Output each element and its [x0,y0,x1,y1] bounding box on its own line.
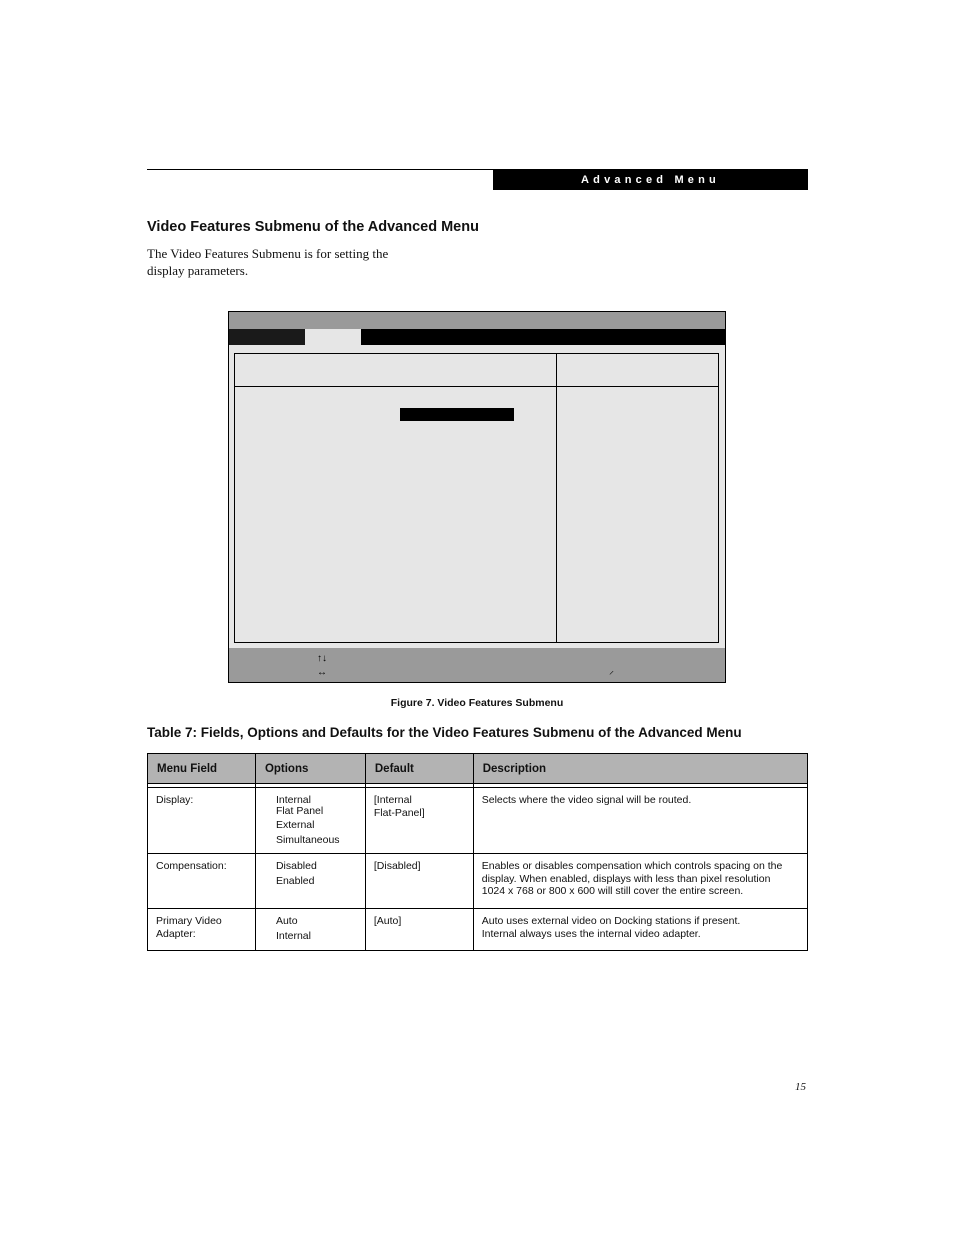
bios-title-bar [229,312,725,329]
bios-menu-item[interactable] [229,329,305,345]
table-row [148,854,808,909]
option-item: Internal [275,929,311,942]
menu-field-cell: Display: [148,788,256,854]
menu-field-line: Adapter: [156,927,196,940]
figure-caption: Figure 7. Video Features Submenu [390,697,564,709]
header-tab: Advanced Menu [493,169,808,190]
column-header: Description [473,754,807,784]
column-header: Options [255,754,365,784]
arrow-left-right-icon: ↔ [317,667,327,678]
option-item: Disabled [275,860,317,872]
description-cell: Selects where the video signal will be routed. [473,788,807,854]
option-item: Simultaneous [275,833,340,846]
column-header: Menu Field [148,754,256,784]
bios-screen [228,311,726,683]
description-line: display. When enabled, displays with less than pixel resolution [481,872,771,885]
bios-help-panel [556,353,719,643]
option-item: Enabled [275,874,315,887]
default-cell [365,788,473,854]
menu-field-line: Primary Video [156,915,222,927]
option-item: Internal [275,794,311,806]
intro-line: The Video Features Submenu is for setting the [147,246,389,261]
bios-footer [229,648,725,682]
options-table [147,753,808,951]
default-cell [365,854,473,909]
description-line: Enables or disables compensation which controls spacing on the [481,860,783,872]
footer-mark: ⸍ [609,670,614,681]
intro-paragraph [147,245,447,279]
bios-settings-panel [234,353,557,643]
default-line: Flat-Panel] [373,806,425,819]
arrow-up-down-icon: ↑↓ [317,653,327,664]
options-cell [255,788,365,854]
description-line: Internal always uses the internal video adapter. [481,927,701,940]
description-cell [473,909,807,951]
bios-selected-field[interactable] [400,408,514,421]
table-header-row [148,754,808,784]
intro-line: display parameters. [147,263,249,278]
table-title: Table 7: Fields, Options and Defaults for the Video Features Submenu of the Advanced Menu [147,725,742,740]
table-row [148,788,808,854]
description-line: Auto uses external video on Docking stations if present. [481,915,741,927]
bios-settings-header [235,354,556,387]
default-line: [Internal [373,794,412,806]
description-cell [473,854,807,909]
menu-field-cell [148,909,256,951]
column-header: Default [365,754,473,784]
options-cell [255,854,365,909]
default-cell [365,909,473,951]
option-item: Flat Panel [275,804,324,817]
bios-help-header [556,354,718,387]
bios-menu-item-active[interactable] [305,329,361,345]
header-rule [147,169,493,170]
option-item: External [275,819,315,831]
table-row [148,909,808,951]
default-line: [Disabled] [373,860,421,872]
default-line: [Auto] [373,915,402,927]
menu-field-cell: Compensation: [148,854,256,909]
section-title: Video Features Submenu of the Advanced Menu [147,219,479,235]
options-cell [255,909,365,951]
option-item: Auto [275,915,298,927]
page-number: 15 [795,1081,806,1093]
bios-menu-bar [229,329,725,345]
description-line: 1024 x 768 or 800 x 600 will still cover the entire screen. [481,885,744,897]
